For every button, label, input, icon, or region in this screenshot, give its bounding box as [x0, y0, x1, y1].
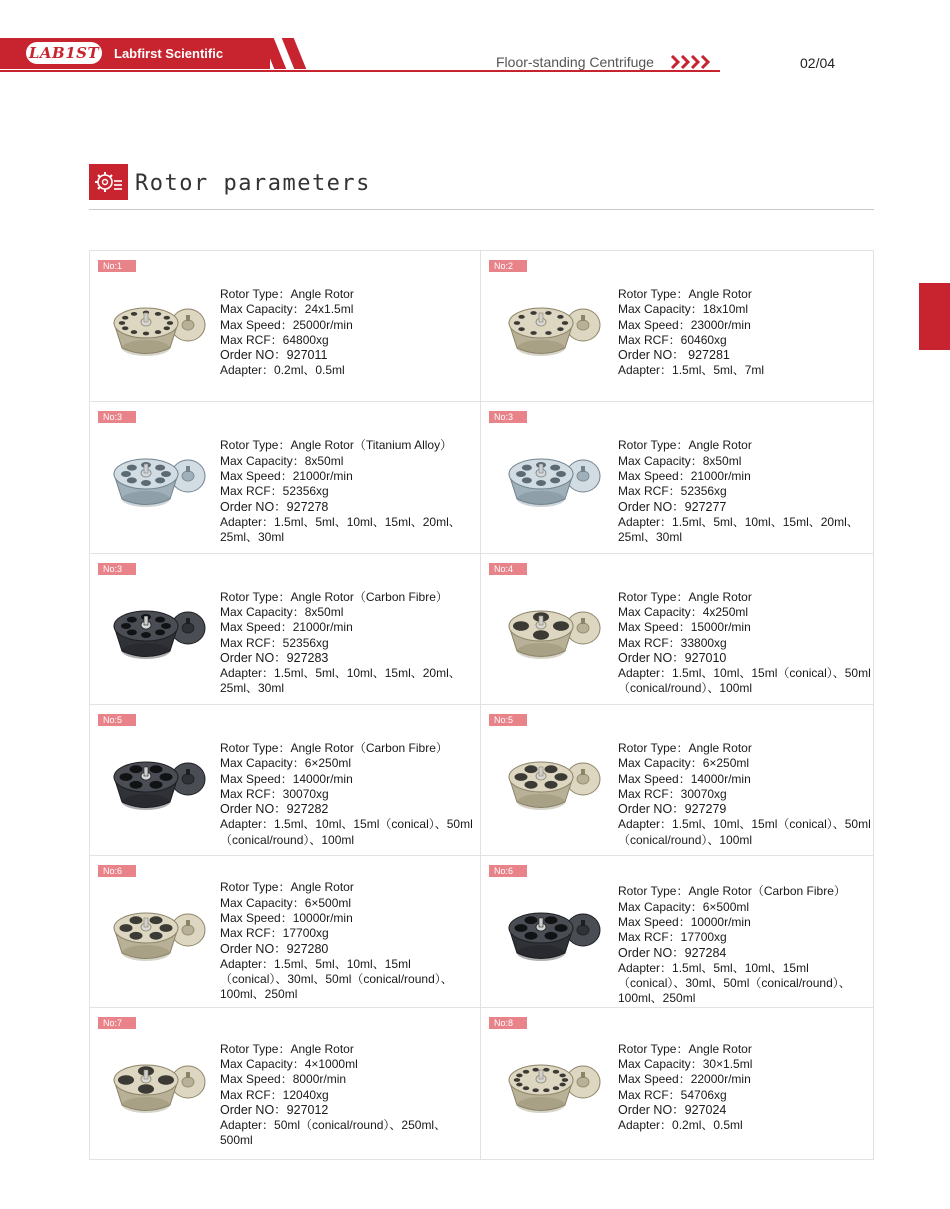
rotor-hole [550, 465, 560, 471]
rotor-image [503, 898, 605, 966]
max-speed: Max Speed：14000r/min [618, 771, 751, 786]
max-speed: Max Speed：21000r/min [618, 468, 751, 483]
rotor-hole [138, 1084, 154, 1094]
rotor-card [481, 251, 873, 402]
rotor-hole [131, 330, 137, 334]
max-capacity: Max Capacity：8x50ml [618, 453, 742, 468]
rotor-number-badge: No:5 [98, 714, 136, 726]
rotor-hole [143, 332, 149, 336]
rotor-hole [525, 917, 538, 925]
rotor-card [90, 554, 481, 705]
rotor-body-icon [114, 762, 178, 810]
rotor-hole [555, 773, 568, 781]
rotor-body-icon [114, 611, 178, 659]
rotor-hole [562, 1078, 568, 1082]
rotor-body-icon [114, 459, 178, 507]
rotor-hole [555, 924, 568, 932]
rotor-hole [155, 478, 165, 484]
rotor-hole [523, 1086, 529, 1090]
rotor-body-icon [509, 308, 573, 356]
rotor-image [503, 747, 605, 815]
rotor-hole [130, 932, 143, 940]
rotor-hole [559, 1073, 565, 1077]
rotor-specs [618, 287, 871, 379]
rotor-body-icon [509, 459, 573, 507]
rotor-hole [122, 316, 128, 320]
max-capacity: Max Capacity：6×500ml [220, 895, 352, 910]
rotor-type: Rotor Type：Angle Rotor [618, 438, 752, 453]
max-rcf: Max RCF：17700xg [618, 930, 727, 945]
rotor-hole [550, 478, 560, 484]
max-rcf: Max RCF：52356xg [220, 635, 329, 650]
rotor-hole [557, 327, 563, 331]
max-capacity: Max Capacity：4x250ml [618, 604, 749, 619]
rotor-image [503, 293, 605, 361]
rotor-card [481, 402, 873, 553]
max-speed: Max Speed：14000r/min [220, 771, 353, 786]
rotor-number-badge: No:6 [489, 865, 527, 877]
max-rcf: Max RCF：17700xg [220, 926, 329, 941]
order-number: Order NO：927279 [618, 802, 727, 817]
adapter-list: Adapter：0.2ml、0.5ml [618, 1118, 743, 1133]
rotor-specs [220, 1042, 478, 1149]
max-rcf: Max RCF：52356xg [618, 484, 727, 499]
rotor-body-icon [114, 913, 178, 961]
adapter-list: Adapter：1.5ml、10ml、15ml（conical）、50ml（conical/round）、100ml [618, 666, 871, 696]
rotor-specs [618, 741, 871, 848]
rotor-type: Rotor Type：Angle Rotor（Titanium Alloy） [220, 438, 453, 453]
rotor-hole [150, 917, 163, 925]
rotor-hole [155, 465, 165, 471]
order-number: Order NO：927282 [220, 802, 329, 817]
rotor-hole [545, 932, 558, 940]
max-capacity: Max Capacity：30×1.5ml [618, 1056, 753, 1071]
rotor-image [108, 444, 210, 512]
rotor-hole [160, 924, 173, 932]
order-number: Order NO： 927281 [618, 348, 730, 363]
rotor-hole [122, 326, 128, 330]
adapter-list: Adapter：1.5ml、5ml、10ml、15ml、20ml、25ml、30ml [220, 514, 461, 545]
rotor-number-badge: No:3 [489, 411, 527, 423]
rotor-hole [127, 465, 137, 471]
rotor-hole [536, 480, 546, 486]
rotor-hole [155, 312, 161, 316]
gear-list-icon [89, 164, 128, 200]
rotor-hole [515, 924, 528, 932]
max-speed: Max Speed：10000r/min [618, 914, 751, 929]
rotor-specs [618, 1042, 871, 1134]
adapter-list: Adapter：1.5ml、5ml、10ml、15ml、20ml、25ml、30ml [618, 514, 859, 545]
max-rcf: Max RCF：64800xg [220, 332, 329, 347]
rotor-image [503, 596, 605, 664]
company-name: Labfirst Scientific [114, 46, 224, 61]
rotor-hole [532, 1067, 538, 1071]
rotor-hole [131, 312, 137, 316]
rotor-hole [553, 1086, 559, 1090]
rotor-specs [618, 884, 871, 1006]
rotor-number-badge: No:6 [98, 865, 136, 877]
rotor-hole [120, 924, 133, 932]
rotor-hole [127, 616, 137, 622]
rotor-hole [130, 917, 143, 925]
rotor-hole [141, 480, 151, 486]
side-tab-marker [919, 283, 950, 350]
rotor-hole [523, 1070, 529, 1074]
rotor-hole [556, 471, 566, 477]
max-capacity: Max Capacity：6×250ml [618, 756, 750, 771]
rotor-image [108, 596, 210, 664]
rotor-hole [516, 471, 526, 477]
rotor-hole [525, 932, 538, 940]
rotor-type: Rotor Type：Angle Rotor [618, 287, 752, 301]
rotor-hole [130, 781, 143, 789]
rotor-body-icon [509, 1065, 573, 1113]
rotor-type: Rotor Type：Angle Rotor [618, 740, 752, 755]
rotor-type: Rotor Type：Angle Rotor（Carbon Fibre） [220, 589, 448, 604]
adapter-list: Adapter：1.5ml、5ml、7ml [618, 363, 765, 378]
rotor-card [90, 402, 481, 553]
rotor-hole [516, 1082, 522, 1086]
rotor-image [503, 444, 605, 512]
rotor-number-badge: No:3 [98, 411, 136, 423]
rotor-hole [543, 1067, 549, 1071]
max-speed: Max Speed：15000r/min [618, 620, 751, 635]
rotor-hole [160, 773, 173, 781]
page-number: 02/04 [800, 55, 836, 71]
rotor-card [481, 705, 873, 856]
adapter-list: Adapter：1.5ml、10ml、15ml（conical）、50ml（conical/round）、100ml [220, 817, 473, 847]
max-speed: Max Speed：25000r/min [220, 317, 353, 332]
adapter-list: Adapter：1.5ml、5ml、10ml、15ml、20ml、25ml、30ml [220, 666, 461, 696]
rotor-hole [161, 623, 171, 629]
adapter-list: Adapter：1.5ml、5ml、10ml、15ml（conical）、30ml、50ml（conical/round）、100ml、250ml [618, 960, 851, 1006]
max-rcf: Max RCF：30070xg [618, 786, 727, 801]
rotor-type: Rotor Type：Angle Rotor [618, 1041, 752, 1056]
rotor-body-icon [509, 611, 573, 659]
order-number: Order NO：927011 [220, 348, 328, 363]
rotor-type: Rotor Type：Angle Rotor（Carbon Fibre） [220, 740, 448, 755]
rotor-specs [220, 438, 478, 545]
order-number: Order NO：927277 [618, 499, 727, 514]
rotor-number-badge: No:5 [489, 714, 527, 726]
max-rcf: Max RCF：52356xg [220, 484, 329, 499]
rotor-hole [119, 321, 125, 325]
max-rcf: Max RCF：60460xg [618, 332, 727, 347]
max-speed: Max Speed：8000r/min [220, 1072, 347, 1087]
max-capacity: Max Capacity：8x50ml [220, 453, 344, 468]
rotor-hole [155, 616, 165, 622]
rotor-number-badge: No:2 [489, 260, 527, 272]
rotor-hole [161, 471, 171, 477]
rotor-hole [167, 321, 173, 325]
rotor-body-icon [114, 308, 178, 356]
chevrons-right-icon [670, 55, 716, 69]
section-title: Rotor parameters [135, 171, 371, 196]
rotor-number-badge: No:4 [489, 563, 527, 575]
section-divider [89, 209, 874, 210]
rotor-hole [545, 311, 551, 315]
max-speed: Max Speed：21000r/min [220, 620, 353, 635]
rotor-specs [220, 741, 478, 848]
rotor-hole [514, 321, 520, 325]
rotor-hole [545, 917, 558, 925]
rotor-type: Rotor Type：Angle Rotor [220, 287, 354, 301]
max-capacity: Max Capacity：6×250ml [220, 756, 352, 771]
rotor-hole [155, 330, 161, 334]
rotor-image [108, 898, 210, 966]
rotor-card [90, 251, 481, 402]
max-rcf: Max RCF：30070xg [220, 786, 329, 801]
rotor-hole [553, 621, 569, 631]
rotor-image [108, 293, 210, 361]
rotor-hole [141, 632, 151, 638]
rotor-card [90, 1008, 481, 1159]
max-speed: Max Speed：21000r/min [220, 468, 353, 483]
rotor-specs [220, 590, 478, 697]
rotor-hole [545, 781, 558, 789]
rotor-hole [120, 773, 133, 781]
order-number: Order NO：927283 [220, 650, 329, 665]
rotor-image [108, 1050, 210, 1118]
rotor-hole [545, 331, 551, 335]
rotor-card [481, 554, 873, 705]
rotor-hole [559, 1082, 565, 1086]
order-number: Order NO：927010 [618, 650, 727, 665]
rotor-hole [130, 765, 143, 773]
rotor-hole [545, 765, 558, 773]
rotor-card [481, 1008, 873, 1159]
rotor-specs [618, 590, 871, 697]
rotor-card [481, 856, 873, 1007]
rotor-hole [518, 327, 524, 331]
rotor-hole [121, 623, 131, 629]
max-speed: Max Speed：23000r/min [618, 317, 751, 332]
rotor-number-badge: No:7 [98, 1017, 136, 1029]
rotor-hole [525, 765, 538, 773]
rotor-body-icon [509, 913, 573, 961]
max-capacity: Max Capacity：24x1.5ml [220, 302, 354, 317]
document-title: Floor-standing Centrifuge [496, 54, 654, 70]
rotor-hole [530, 311, 536, 315]
rotor-hole [533, 630, 549, 640]
brand-logo: LAB1ST [26, 42, 102, 64]
order-number: Order NO：927012 [220, 1102, 329, 1117]
rotor-hole [530, 331, 536, 335]
order-number: Order NO：927278 [220, 499, 329, 514]
rotor-body-icon [509, 762, 573, 810]
rotor-hole [514, 1078, 520, 1082]
rotor-hole [513, 621, 529, 631]
rotor-type: Rotor Type：Angle Rotor [220, 880, 354, 895]
rotor-hole [525, 781, 538, 789]
rotor-hole [518, 315, 524, 319]
order-number: Order NO：927024 [618, 1102, 727, 1117]
adapter-list: Adapter：50ml（conical/round）、250ml、500ml [220, 1118, 447, 1148]
rotor-hole [516, 1073, 522, 1077]
rotor-number-badge: No:3 [98, 563, 136, 575]
max-capacity: Max Capacity：18x10ml [618, 302, 749, 317]
max-capacity: Max Capacity：8x50ml [220, 604, 344, 619]
max-rcf: Max RCF：33800xg [618, 635, 727, 650]
rotor-type: Rotor Type：Angle Rotor [618, 589, 752, 604]
adapter-list: Adapter：1.5ml、5ml、10ml、15ml（conical）、30ml、50ml（conical/round）、100ml、250ml [220, 956, 453, 1002]
rotor-hole [543, 1088, 549, 1092]
max-capacity: Max Capacity：4×1000ml [220, 1056, 358, 1071]
rotor-hole [150, 765, 163, 773]
rotor-specs [220, 880, 478, 1002]
rotor-hole [164, 326, 170, 330]
rotor-body-icon [114, 1065, 178, 1113]
order-number: Order NO：927284 [618, 945, 727, 960]
rotor-hole [155, 629, 165, 635]
max-capacity: Max Capacity：6×500ml [618, 899, 750, 914]
rotor-hole [522, 478, 532, 484]
rotor-card [90, 705, 481, 856]
rotor-number-badge: No:1 [98, 260, 136, 272]
rotor-hole [562, 321, 568, 325]
rotor-hole [158, 1075, 174, 1085]
rotor-hole [121, 471, 131, 477]
rotor-hole [150, 932, 163, 940]
header-slash [282, 38, 307, 69]
rotor-specs [220, 287, 478, 379]
rotor-number-badge: No:8 [489, 1017, 527, 1029]
max-speed: Max Speed：22000r/min [618, 1072, 751, 1087]
rotor-type: Rotor Type：Angle Rotor [220, 1041, 354, 1056]
rotor-type: Rotor Type：Angle Rotor（Carbon Fibre） [618, 884, 846, 899]
rotor-hole [532, 1088, 538, 1092]
rotor-hole [515, 773, 528, 781]
rotor-card [90, 856, 481, 1007]
adapter-list: Adapter：0.2ml、0.5ml [220, 363, 345, 378]
rotor-grid [89, 250, 874, 1160]
rotor-hole [118, 1075, 134, 1085]
max-rcf: Max RCF：54706xg [618, 1087, 727, 1102]
max-speed: Max Speed：10000r/min [220, 910, 353, 925]
rotor-image [503, 1050, 605, 1118]
adapter-list: Adapter：1.5ml、10ml、15ml（conical）、50ml（conical/round）、100ml [618, 817, 871, 847]
rotor-hole [553, 1070, 559, 1074]
rotor-hole [127, 629, 137, 635]
max-rcf: Max RCF：12040xg [220, 1087, 329, 1102]
rotor-hole [164, 316, 170, 320]
rotor-hole [522, 465, 532, 471]
order-number: Order NO：927280 [220, 941, 329, 956]
rotor-hole [150, 781, 163, 789]
rotor-hole [127, 478, 137, 484]
rotor-image [108, 747, 210, 815]
rotor-specs [618, 438, 871, 545]
rotor-hole [557, 315, 563, 319]
